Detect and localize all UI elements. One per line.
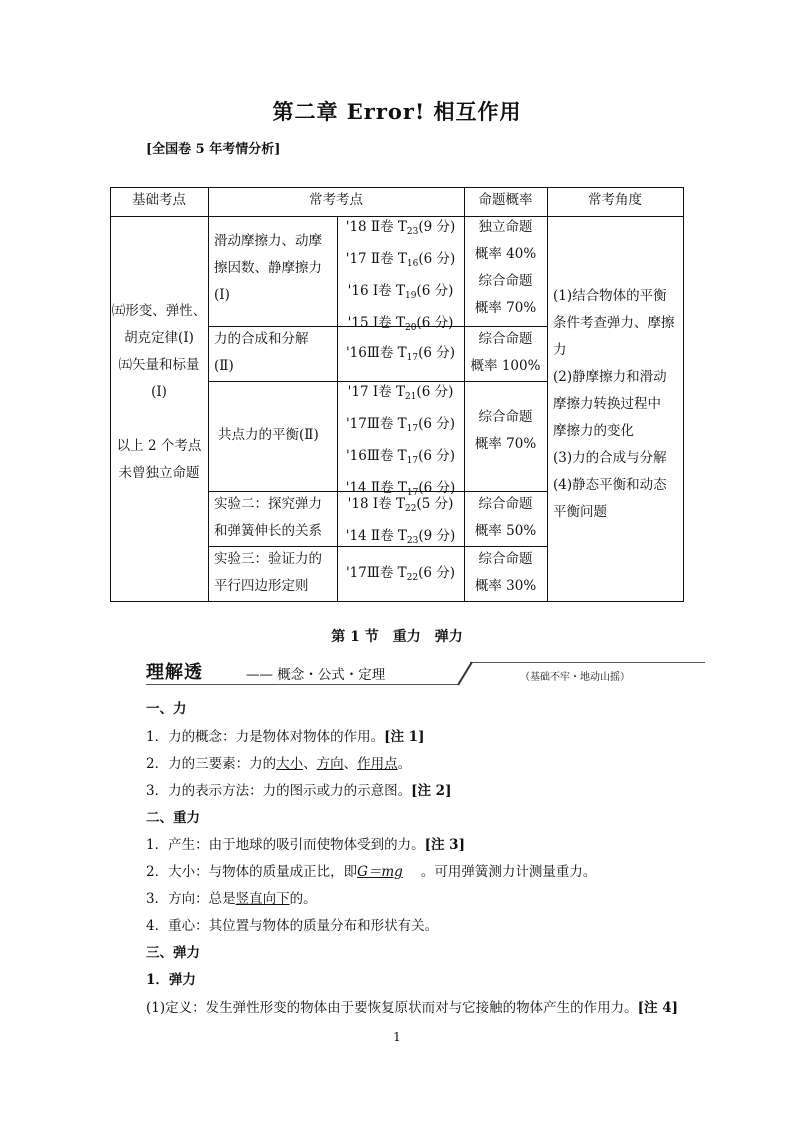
basic-line: 胡克定律(Ⅰ) [124, 330, 194, 346]
exams-experiment3 [337, 560, 464, 592]
chapter-title: 第二章 Error! 相互作用 [272, 99, 522, 124]
topic-composition: 力的合成和分解 (Ⅱ) [214, 331, 309, 374]
heading-elastic: 三、弹力 [146, 945, 200, 961]
header-common: 常考考点 [309, 192, 363, 208]
exams-composition [337, 340, 464, 372]
banner-slash [455, 660, 475, 688]
section-title: 第 1 节 重力 弹力 [331, 629, 463, 645]
heading-gravity: 二、重力 [146, 810, 200, 826]
prob-friction: 独立命题 概率 40% 综合命题 概率 70% [474, 219, 537, 316]
heading-force: 一、力 [146, 701, 187, 717]
analysis-subtitle: [全国卷 5 年考情分析] [146, 142, 281, 157]
line-gravity-center: 4．重心：其位置与物体的质量分布和形状有关。 [146, 918, 439, 934]
header-basic: 基础考点 [132, 192, 186, 208]
exam-item: '16Ⅲ卷 $T_{17}(6$ 分) [345, 345, 456, 363]
line-force-representation: 3．力的表示方法：力的图示或力的示意图。[注 2] [146, 783, 452, 799]
line-force-concept: 1．力的概念：力是物体对物体的作用。[注 1] [146, 729, 425, 745]
angles-cell: (1)结合物体的平衡 条件考查弹力、摩擦 力 (2)静摩擦力和滑动 摩擦力转换过程中 摩擦力的变化 (3)力的合成与分解 (4)静态平衡和动态 平衡问题 [553, 288, 675, 520]
topic-experiment2: 实验二：探究弹力 和弹簧伸长的关系 [214, 496, 322, 539]
exam-item: '16 Ⅰ卷 $T_{19}(6$ 分) [347, 283, 454, 301]
basic-line: ㈤矢量和标量 [118, 357, 200, 373]
exam-item: '16Ⅲ卷 $T_{17}(6$ 分) [345, 448, 456, 466]
prob-composition: 综合命题 概率 100% [470, 331, 541, 374]
subheading-elastic: 1．弹力 [146, 972, 196, 988]
note-link[interactable]: [注 2] [411, 783, 452, 799]
line-elastic-definition: (1)定义：发生弹性形变的物体由于要恢复原状而对与它接触的物体产生的作用力。[注 4] [146, 1000, 678, 1016]
exam-item: '18 Ⅱ卷 $T_{23}(9$ 分) [345, 219, 456, 237]
topic-friction: 滑动摩擦力、动摩 擦因数、静摩擦力 (Ⅰ) [214, 233, 322, 303]
exam-item: '14 Ⅱ卷 $T_{17}(6$ 分) [345, 480, 456, 498]
prob-equilibrium: 综合命题 概率 70% [474, 409, 537, 452]
exam-item: '17 Ⅰ卷 $T_{21}(6$ 分) [347, 384, 454, 402]
basic-line: (Ⅰ) [151, 384, 167, 400]
line-gravity-direction: 3．方向：总是竖直向下的。 [146, 891, 317, 907]
exams-equilibrium [337, 379, 464, 507]
header-probability: 命题概率 [478, 192, 533, 208]
exam-item: '17Ⅲ卷 $T_{17}(6$ 分) [345, 416, 456, 434]
note-link[interactable]: [注 4] [637, 1000, 678, 1016]
exams-experiment2 [337, 491, 464, 555]
banner-note: （基础不牢・地动山摇） [520, 672, 630, 683]
prob-experiment2: 综合命题 概率 50% [474, 496, 537, 539]
basic-line: 未曾独立命题 [118, 465, 200, 481]
exam-item: '15 Ⅰ卷 $T_{20}(6$ 分) [347, 315, 454, 333]
basic-line: ㈤形变、弹性、 [111, 303, 207, 319]
banner-subtitle: —— 概念・公式・定理 [246, 667, 386, 683]
banner-title: 理解透 [146, 662, 203, 683]
prob-experiment3: 综合命题 概率 30% [474, 551, 537, 594]
exam-item: '17Ⅲ卷 $T_{22}(6$ 分) [345, 565, 456, 583]
line-gravity-origin: 1．产生：由于地球的吸引而使物体受到的力。[注 3] [146, 837, 465, 853]
exam-item: '18 Ⅰ卷 $T_{22}(5$ 分) [347, 496, 454, 514]
basic-points-cell [110, 298, 208, 487]
header-angle: 常考角度 [588, 192, 642, 208]
exam-item: '17 Ⅱ卷 $T_{16}(6$ 分) [345, 251, 456, 269]
topic-experiment3: 实验三：验证力的 平行四边形定则 [214, 551, 322, 594]
note-link[interactable]: [注 3] [424, 837, 465, 853]
note-link[interactable]: [注 1] [384, 729, 425, 745]
exam-item: '14 Ⅱ卷 $T_{23}(9$ 分) [345, 528, 456, 546]
line-force-elements: 2．力的三要素：力的大小、方向、作用点。 [146, 756, 412, 772]
page-number: 1 [393, 1030, 401, 1044]
basic-line: 以上 2 个考点 [116, 438, 202, 454]
formula: G＝mg [357, 864, 403, 880]
line-gravity-magnitude: 2．大小：与物体的质量成正比，即G＝mg 。可用弹簧测力计测量重力。 [146, 864, 597, 880]
topic-equilibrium: 共点力的平衡(Ⅱ) [218, 427, 319, 443]
exams-friction [337, 214, 464, 342]
